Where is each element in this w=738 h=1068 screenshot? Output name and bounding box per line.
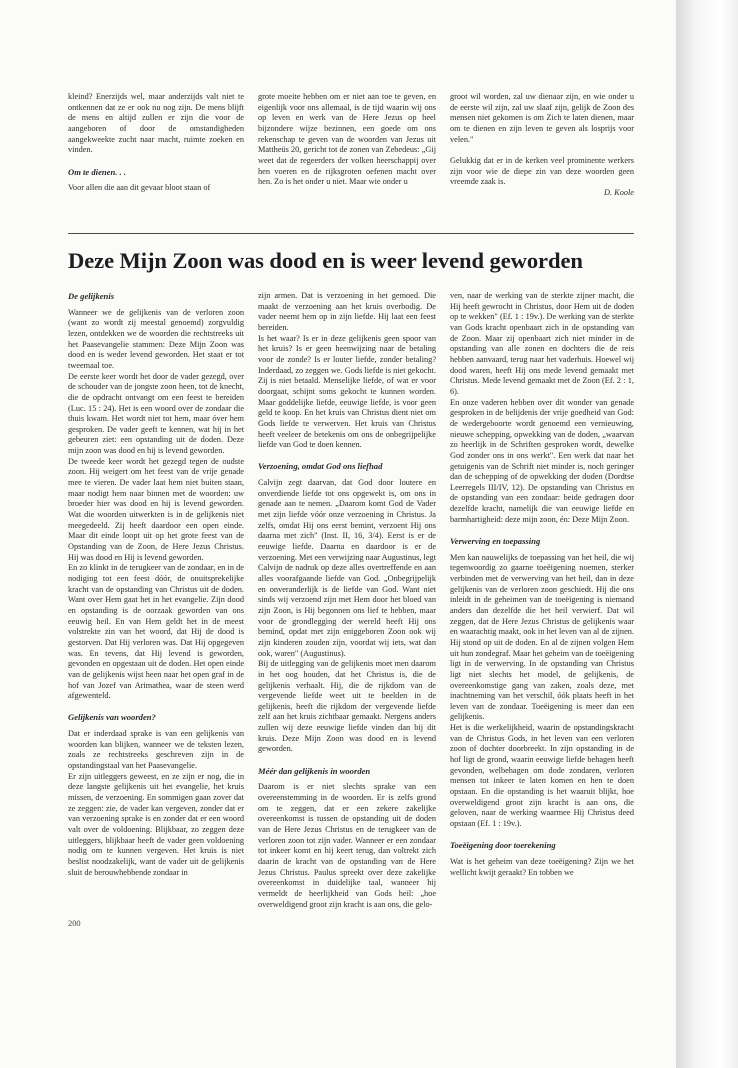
section-heading: Verzoening, omdat God ons liefhad [258,461,383,472]
top-col2-paragraph: grote moeite hebben om er niet aan toe te geven, en eigenlijk voor ons allemaal, is de tijd waarin wij ons op leven en werk van de Here Jezus op heel bijzondere wijze bezinnen, een goede om ons rekenschap te geven van de woorden van Jezus uit Mattheüs 20, gericht tot de zonen van Zebedeus: „Gij weet dat de regeerders der volken heerschappij over hen voeren en de rijksgroten oefenen macht over hen. Zo is het onder u niet. Maar wie onder u [258,92,436,187]
top-column-2 [258,92,436,188]
article-column-2 [258,291,436,910]
paragraph: Wanneer we de gelijkenis van de verloren zoon (want zo wordt zij meestal genoemd) zorgvuldig lezen, ontdekken we de woorden die rechtstreeks uit het Paasevangelie stammen: Deze Mijn Zoon was dood en is weder levend geworden. Het staat er tot tweemaal toe. [68,307,244,370]
section-heading: Méér dan gelijkenis in woorden [258,765,371,776]
page-spine-edge [676,0,738,1068]
top-col1-paragraph-2: Voor allen die aan dit gevaar bloot staan of [68,183,211,193]
paragraph: En onze vaderen hebben over dit wonder van genade gesproken in de belijdenis der vrije goedheid van God: de wedergeboorte wordt genoemd een vernieuwing, nieuwe schepping, opwekking van de doden, „waarvan zo heerlijk in de Schriften gesproken wordt, dewelke God zonder ons in ons werkt". Een werk dat naar het getuigenis van de Schrift niet minder is, noch geringer dan de schepping of de opwekking der doden (Dordtse Leerregels III/IV, 12). De opstanding van Christus en de opstanding van een zondaar: beide gedragen door dezelfde kracht, namelijk die van eeuwige liefde en barmhartigheid: deze mijn zoon, én: Deze Mijn Zoon. [450,397,634,524]
top-column-1 [68,92,244,194]
section-heading: Gelijkenis van woorden? [68,712,156,723]
paragraph: Er zijn uitleggers geweest, en ze zijn er nog, die in deze langste gelijkenis uit het evangelie, het kruis missen, de verzoening. En sommigen gaan zover dat ze zeggen: zie, de vader kan vergeven, zonder dat er van verzoening sprake is en zonder dat er een woord valt over de voldoening. Blijkbaar, zo zeggen deze uitleggers, blijkbaar heeft de vader geen voldoening nodig om te kunnen vergeven. Het kruis is niet beslist noodzakelijk, want de vader uit de gelijkenis sluit de berouwhebbende zondaar in [68,771,244,877]
paragraph: Het is die werkelijkheid, waarin de opstandingskracht van de Christus Gods, in het leven van een verloren zoon of dochter doorbreekt. In zijn opstanding in de hof ligt de grond, waarin eeuwige liefde behagen heeft gevonden, welbehagen om dode zondaren, verloren mensen tot inkeer te laten komen en hen te doen opstaan. En die opstanding is het waaruit blijkt, hoe overweldigend groot zijn kracht is aan ons, die geloven, naar de werking waarmee Hij Christus deed opstaan (Ef. 1 : 19v.). [450,723,634,829]
paragraph: ven, naar de werking van de sterkte zijner macht, die Hij heeft gewrocht in Christus, door Hem uit de doden op te wekken" (Ef. 1 : 19v.). De werking van de sterkte van Gods kracht openbaart zich in de opstanding van de Zoon. Maar zij openbaart zich niet minder in de opstanding van alle zonen en dochters die de reis hebben aanvaard, terug naar het vaderhuis. Hoewel wij dood waren, heeft Hij ons mede levend gemaakt met Christus. Mede levend gemaakt met de Zoon (Ef. 2 : 1, 6). [450,291,634,396]
top-col1-paragraph: kleind? Enerzijds wel, maar anderzijds valt niet te ontkennen dat ze er ook nu nog zijn. De mens blijft de mens en altijd zullen er zijn die voor de aangeboren of door de omstandigheden aangekweekte zucht naar macht, ruimte zoeken en vinden. [68,92,244,155]
paragraph: Dat er inderdaad sprake is van een gelijkenis van woorden kan blijken, wanneer we de teksten lezen, zoals ze rechtstreeks geschreven zijn in de opstandingstaal van het Paasevangelie. [68,729,244,771]
paragraph: Calvijn zegt daarvan, dat God door loutere en onverdiende liefde tot ons opgewekt is, om ons in genade aan te nemen. „Daarom komt God de Vader met zijn liefde vóór onze verzoening in Christus. Ja zelfs, omdat Hij ons eerst bemint, verzoent Hij ons daarna met zich" (Inst. II, 16, 3/4). Eerst is er de eeuwige liefde. Daarna en daardoor is er de verzoening. Met een verwijzing naar Augustinus, legt Calvijn de nadruk op deze alles overtreffende en aan alles voorafgaande liefde van God. „Onbegrijpelijk en onveranderlijk is de liefde van God. Want niet sinds wij verzoend zijn met Hem door het bloed van zijn Zoon, is Hij begonnen ons lief te hebben, maar voor de grondlegging der wereld heeft Hij ons bemind, opdat met zijn eniggeboren Zoon ook wij zijn kinderen zouden zijn, voordat wij iets, wat dan ook, waren" (Augustinus). [258,478,436,658]
paragraph: Wat is het geheim van deze toeëigening? Zijn we het wellicht kwijt geraakt? En tobben we [450,856,634,877]
article-column-1 [68,291,244,878]
section-divider [68,233,634,234]
top-column-3 [450,92,634,199]
top-col3-paragraph-2: Gelukkig dat er in de kerken veel prominente werkers zijn voor wie de diepe zin van deze woorden geen vreemde zaak is. [450,155,634,187]
top-col1-heading: Om te dienen. . . [68,166,127,177]
article-title: Deze Mijn Zoon was dood en is weer levend geworden [68,248,583,273]
section-heading: Verwerving en toepassing [450,536,541,547]
paragraph: Men kan nauwelijks de toepassing van het heil, die wij tegenwoordig zo gaarne toeëigening noemen, sterker verbinden met de verwerving van het heil, dan in deze gelijkenis van de verloren zoon geschiedt. Hij die ons inleidt in de geheimen van de toeëigening is niemand anders dan dezelfde die het heil verwierf. Dat wil zeggen, dat de Here Jezus Christus de gelijkenis waar en waarachtig maakt, ook in het leven van al de zijnen. Hij stond op uit de doden. En al de zijnen volgen Hem uit hun zondegraf. Maar het geheim van de toeëigening ligt in de verwerving. In de opstanding van Christus ligt niet slechts het model, de gelijkenis, de overeenkomstige gang van zaken, zoals deze, met inachtneming van het verschil, óók plaats heeft in het leven van de zondaar. Toeëigening is meer dan een gelijkenis. [450,552,634,722]
section-heading: De gelijkenis [68,291,115,301]
paragraph: zijn armen. Dat is verzoening in het gemoed. Die maakt de verzoening aan het kruis overbodig. De vader neemt hem op in zijn liefde. Hij laat een feest bereiden. [258,291,436,332]
paragraph: Bij de uitlegging van de gelijkenis moet men daarom in het oog houden, dat het Christus is, die de gelijkenis verhaalt. Hij, die de rijkdom van de vergevende liefde weet uit te beelden in de gelijkenis, heeft die rijkdom der vergevende liefde zelf aan het kruis zichtbaar gemaakt. Nergens anders zullen wij deze eeuwige liefde vinden dan bij dit kruis. Deze Mijn Zoon was dood en is levend geworden. [258,659,436,754]
paragraph: De eerste keer wordt het door de vader gezegd, over de schouder van de jongste zoon heen, tot de knecht, die de opdracht ontvangt om een feest te bereiden (Luc. 15 : 24). Het is een woord over de zondaar die thuis kwam. Het wordt niet tot hem, maar óver hem gesproken. De vader geeft te kennen, wat hij in het gebeuren ziet: een opstanding uit de doden. Deze mijn zoon was dood en hij is levend geworden. [68,371,244,456]
page-number: 200 [68,919,81,928]
paragraph: Is het waar? Is er in deze gelijkenis geen spoor van het kruis? Is er geen heenwijzing naar de betaling voor de zonde? Is er louter liefde, zonder betaling? Inderdaad, zo zeggen we. Gods liefde is niet gekocht. Zij is niet betaald. Menselijke liefde, of wat er voor doorgaat, schijnt soms gekocht te kunnen worden. Maar goddelijke liefde, eeuwige liefde, is voor geen geld te koop. En het kruis van Christus dient niet om Gods liefde te verwerven. Het kruis van Christus heeft veeleer de betekenis om ons de onbegrijpelijke liefde van God te doen kennen. [258,333,436,450]
paragraph: Daarom is er niet slechts sprake van een overeenstemming in de woorden. Er is zelfs grond om te zeggen, dat er een zekere zakelijke overeenkomst is tussen de opstanding uit de doden van de Here Jezus Christus en de terugkeer van de verloren zoon tot zijn vader. Wanneer er een zondaar tot inkeer komt en hij keert terug, dan voltrekt zich daarin de kracht van de opstanding van de Here Jezus Christus. Paulus spreekt over deze zakelijke overeenkomst in duidelijke taal, wanneer hij vermeldt de heerlijkheid van Gods heil: „hoe overweldigend groot zijn kracht is aan ons, die gelo- [258,782,436,909]
paragraph: De tweede keer wordt het gezegd tegen de oudste zoon. Hij weigert om het feest van de vrije genade mee te vieren. De vader laat hem niet buiten staan, maar nodigt hem naar binnen met de woorden: uw broeder hier was dood en hij is levend geworden. Wat die woorden uitwerkten is in de gelijkenis niet meegedeeld. Zij heeft daardoor een open einde. Maar dit einde loopt uit op het grote feest van de Opstanding van de Zoon, de Here Jezus Christus. Hij was dood en Hij is levend geworden. [68,456,244,562]
section-heading: Toeëigening door toerekening [450,840,556,851]
article-column-3 [450,291,634,878]
paragraph: En zo klinkt in de terugkeer van de zondaar, en in de nodiging tot een feest dóór, de onuitsprekelijke kracht van de opstanding van Christus uit de doden. Want over Hem gaat het in het evangelie. Zijn dood en opstanding is de oorzaak geworden van ons eeuwig heil. En van Hem geldt het in de meest volstrekte zin van het woord, dat Hij de dood is gestorven. Dat Hij verloren was. Dat Hij opgegeven was. En tevens, dat Hij levend is geworden, gevonden en opgestaan uit de doden. Het open einde van de gelijkenis wijst heen naar het open graf in de hof van Jozef van Arimathea, waar de steen werd afgewenteld. [68,563,244,701]
author-signature: D. Koole [604,187,634,197]
top-col3-paragraph: groot wil worden, zal uw dienaar zijn, en wie onder u de eerste wil zijn, zal uw slaaf zijn, gelijk de Zoon des mensen niet gekomen is om Zich te laten dienen, maar om te dienen en zijn leven te geven als losprijs voor velen." [450,92,634,144]
